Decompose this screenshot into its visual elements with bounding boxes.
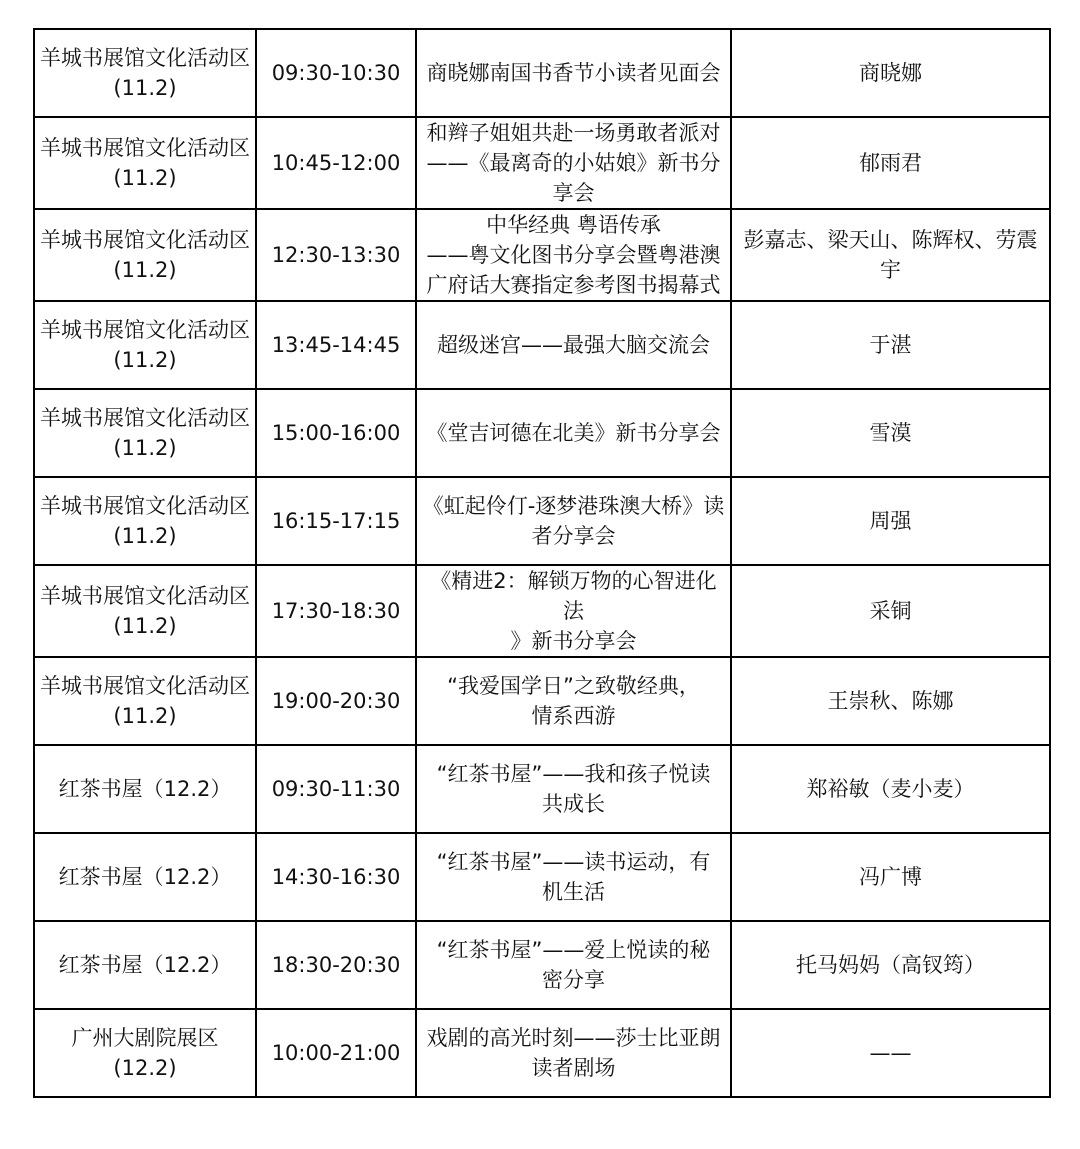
time-cell: 09:30-11:30 [256,745,416,833]
table-row [34,833,1050,921]
time-cell: 15:00-16:00 [256,389,416,477]
time-cell: 17:30-18:30 [256,565,416,657]
schedule-sheet [33,28,1051,1098]
venue-cell: 羊城书展馆文化活动区 (11.2) [34,477,256,565]
guest-cell: 于湛 [731,301,1050,389]
table-row [34,477,1050,565]
time-cell: 10:45-12:00 [256,117,416,209]
table-row [34,389,1050,477]
venue-cell: 红茶书屋（12.2） [34,833,256,921]
event-cell: 和辫子姐姐共赴一场勇敢者派对 ——《最离奇的小姑娘》新书分 享会 [416,117,731,209]
table-row [34,745,1050,833]
venue-cell: 广州大剧院展区 (12.2) [34,1009,256,1097]
venue-cell: 红茶书屋（12.2） [34,921,256,1009]
table-row [34,565,1050,657]
venue-cell: 羊城书展馆文化活动区 (11.2) [34,29,256,117]
time-cell: 09:30-10:30 [256,29,416,117]
event-cell: 《堂吉诃德在北美》新书分享会 [416,389,731,477]
venue-cell: 羊城书展馆文化活动区 (11.2) [34,565,256,657]
venue-cell: 羊城书展馆文化活动区 (11.2) [34,301,256,389]
table-row [34,209,1050,301]
guest-cell: 商晓娜 [731,29,1050,117]
guest-cell: 彭嘉志、梁天山、陈辉权、劳震宇 [731,209,1050,301]
table-row [34,29,1050,117]
table-row [34,921,1050,1009]
time-cell: 12:30-13:30 [256,209,416,301]
time-cell: 18:30-20:30 [256,921,416,1009]
time-cell: 19:00-20:30 [256,657,416,745]
guest-cell: 托马妈妈（高钗筠） [731,921,1050,1009]
time-cell: 13:45-14:45 [256,301,416,389]
time-cell: 14:30-16:30 [256,833,416,921]
venue-cell: 羊城书展馆文化活动区 (11.2) [34,389,256,477]
event-cell: “红茶书屋”——读书运动，有 机生活 [416,833,731,921]
event-cell: 超级迷宫——最强大脑交流会 [416,301,731,389]
time-cell: 16:15-17:15 [256,477,416,565]
event-cell: 《虹起伶仃-逐梦港珠澳大桥》读 者分享会 [416,477,731,565]
event-cell: 戏剧的高光时刻——莎士比亚朗 读者剧场 [416,1009,731,1097]
guest-cell: —— [731,1009,1050,1097]
venue-cell: 羊城书展馆文化活动区 (11.2) [34,117,256,209]
guest-cell: 雪漠 [731,389,1050,477]
guest-cell: 郁雨君 [731,117,1050,209]
event-cell: “红茶书屋”——爱上悦读的秘 密分享 [416,921,731,1009]
table-row [34,1009,1050,1097]
table-row [34,301,1050,389]
table-row [34,657,1050,745]
event-cell: 中华经典 粤语传承 ——粤文化图书分享会暨粤港澳 广府话大赛指定参考图书揭幕式 [416,209,731,301]
venue-cell: 羊城书展馆文化活动区 (11.2) [34,657,256,745]
guest-cell: 周强 [731,477,1050,565]
event-cell: “我爱国学日”之致敬经典， 情系西游 [416,657,731,745]
venue-cell: 红茶书屋（12.2） [34,745,256,833]
schedule-table [33,28,1051,1098]
guest-cell: 冯广博 [731,833,1050,921]
event-cell: 《精进2：解锁万物的心智进化法 》新书分享会 [416,565,731,657]
time-cell: 10:00-21:00 [256,1009,416,1097]
event-cell: 商晓娜南国书香节小读者见面会 [416,29,731,117]
venue-cell: 羊城书展馆文化活动区 (11.2) [34,209,256,301]
event-cell: “红茶书屋”——我和孩子悦读 共成长 [416,745,731,833]
guest-cell: 郑裕敏（麦小麦） [731,745,1050,833]
guest-cell: 采铜 [731,565,1050,657]
guest-cell: 王崇秋、陈娜 [731,657,1050,745]
table-row [34,117,1050,209]
schedule-body [34,29,1050,1097]
